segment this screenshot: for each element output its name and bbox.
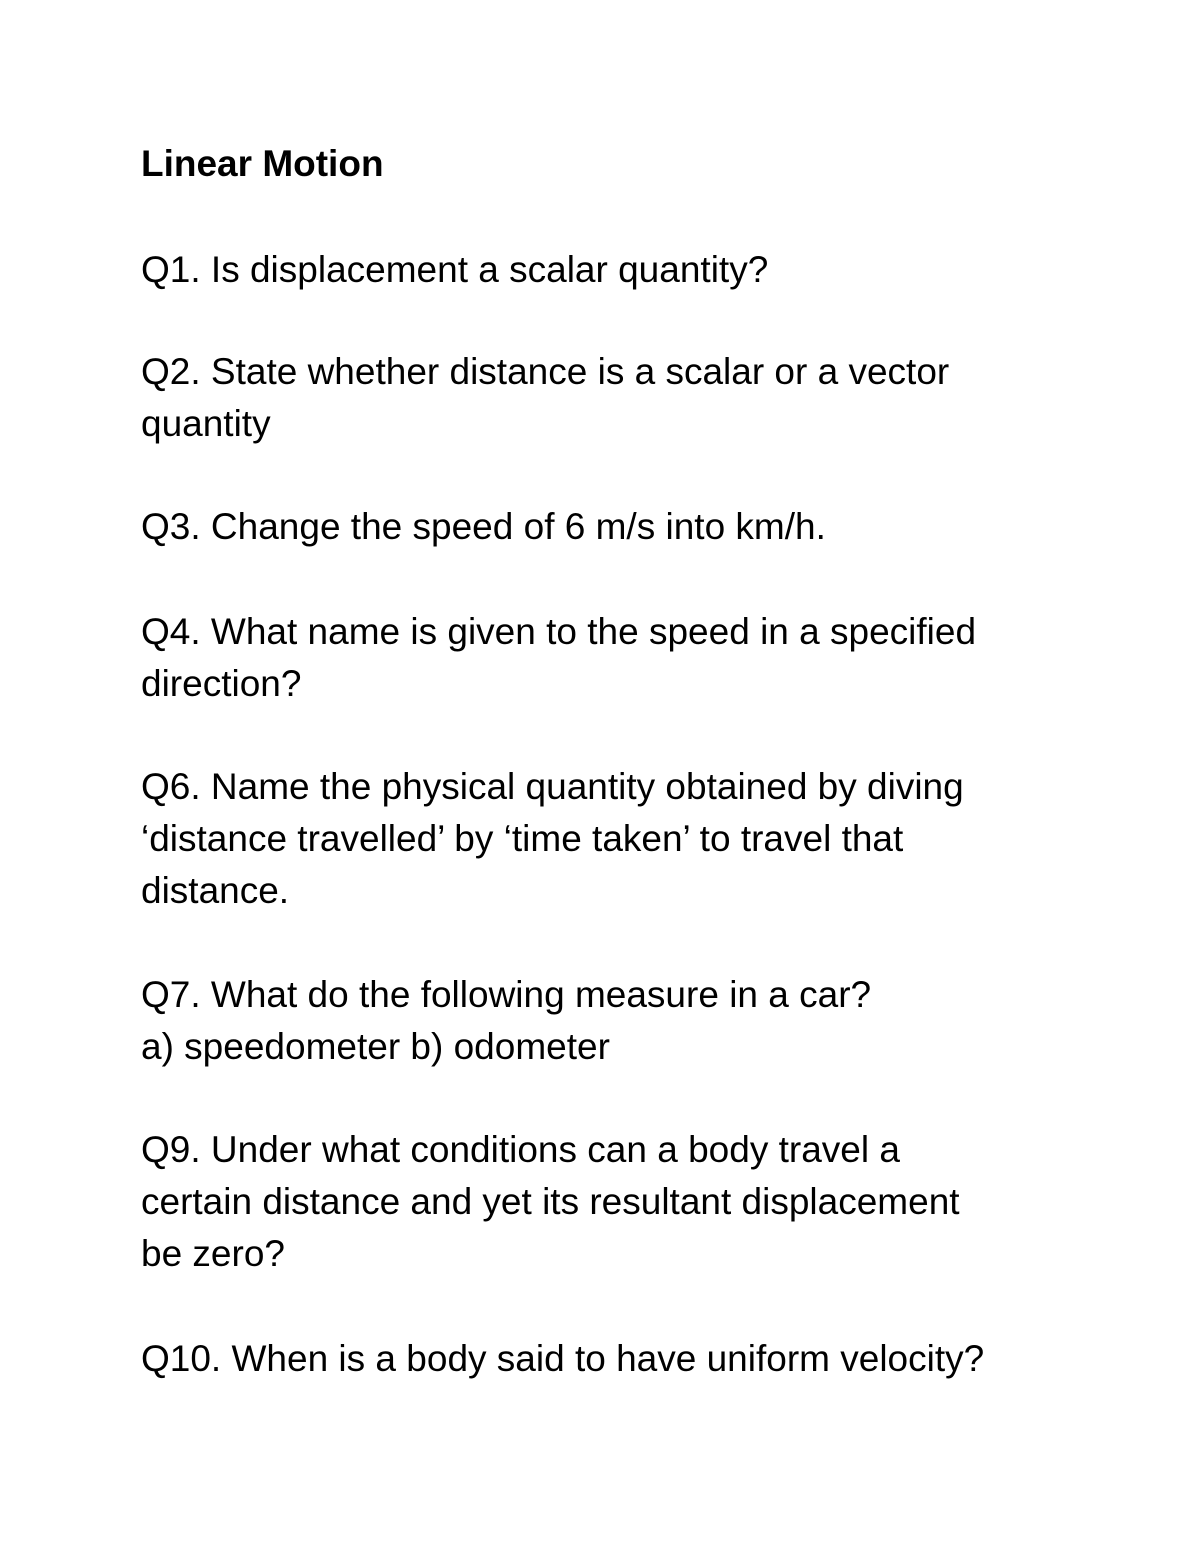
question-line: distance. (141, 870, 290, 911)
question-line: Q9. Under what conditions can a body travel a (141, 1129, 900, 1170)
document-title: Linear Motion (141, 143, 384, 184)
question-line: quantity (141, 403, 271, 444)
question-line: direction? (141, 663, 302, 704)
question-q9 (141, 1124, 960, 1280)
question-q6 (141, 761, 964, 917)
question-line: Q10. When is a body said to have uniform velocity? (141, 1338, 985, 1379)
question-line: ‘distance travelled’ by ‘time taken’ to travel that (141, 818, 904, 859)
question-line: a) speedometer b) odometer (141, 1026, 610, 1067)
question-q4 (141, 606, 976, 710)
question-line: Q7. What do the following measure in a car? (141, 974, 872, 1015)
question-q10 (141, 1333, 984, 1385)
question-line: certain distance and yet its resultant displacement (141, 1181, 960, 1222)
question-line: Q3. Change the speed of 6 m/s into km/h. (141, 506, 826, 547)
question-line: Q6. Name the physical quantity obtained by diving (141, 766, 964, 807)
question-q3 (141, 501, 826, 553)
question-line: Q4. What name is given to the speed in a specified (141, 611, 977, 652)
question-q7 (141, 969, 871, 1073)
question-q2 (141, 346, 949, 450)
question-line: Q1. Is displacement a scalar quantity? (141, 249, 769, 290)
question-line: Q2. State whether distance is a scalar or a vector (141, 351, 950, 392)
question-line: be zero? (141, 1233, 285, 1274)
question-q1 (141, 244, 768, 296)
